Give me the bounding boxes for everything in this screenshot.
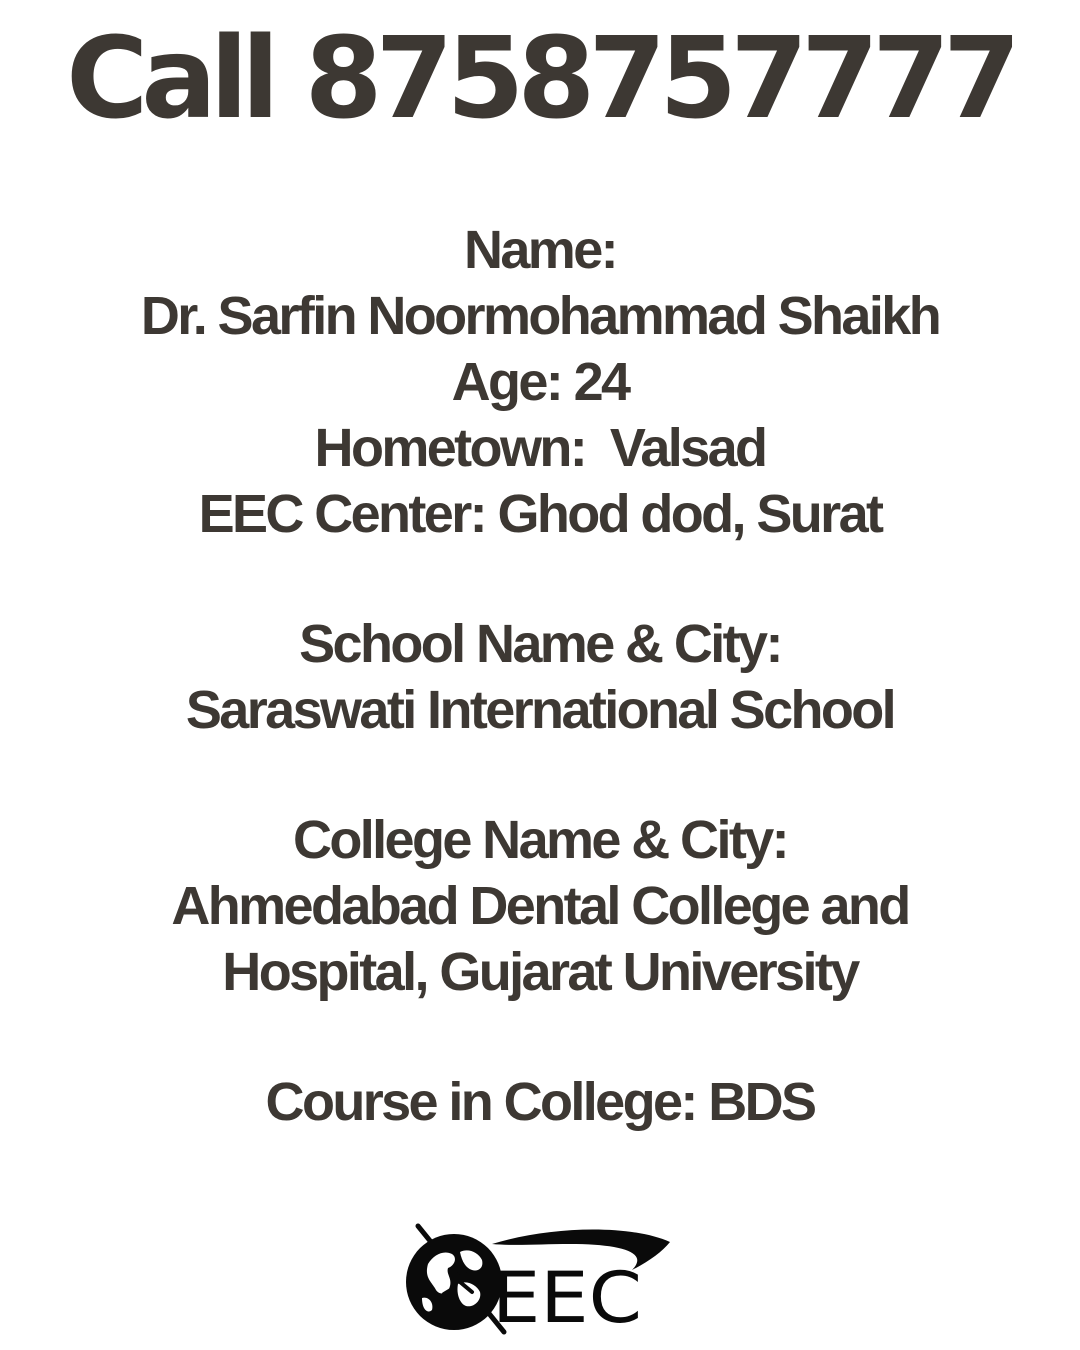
eec-center-text: EEC Center: Ghod dod, Surat: [198, 484, 882, 544]
age-text: Age: 24: [451, 352, 629, 412]
college-value-line2: Hospital, Gujarat University: [222, 942, 858, 1002]
college-label: College Name & City:: [292, 810, 788, 870]
eec-logo: [400, 1222, 680, 1342]
name-label: Name:: [463, 220, 617, 280]
college-value-line1: Ahmedabad Dental College and: [171, 876, 909, 936]
name-value: Dr. Sarfin Noormohammad Shaikh: [140, 286, 940, 346]
school-value: Saraswati International School: [185, 680, 895, 740]
school-label: School Name & City:: [299, 614, 781, 674]
eec-globe-logo-icon: [400, 1222, 680, 1342]
call-headline: Call 8758757777: [66, 14, 1014, 144]
eec-logo-text: EEC: [492, 1257, 642, 1339]
course-text: Course in College: BDS: [265, 1072, 815, 1132]
hometown-text: Hometown: Valsad: [314, 418, 766, 478]
